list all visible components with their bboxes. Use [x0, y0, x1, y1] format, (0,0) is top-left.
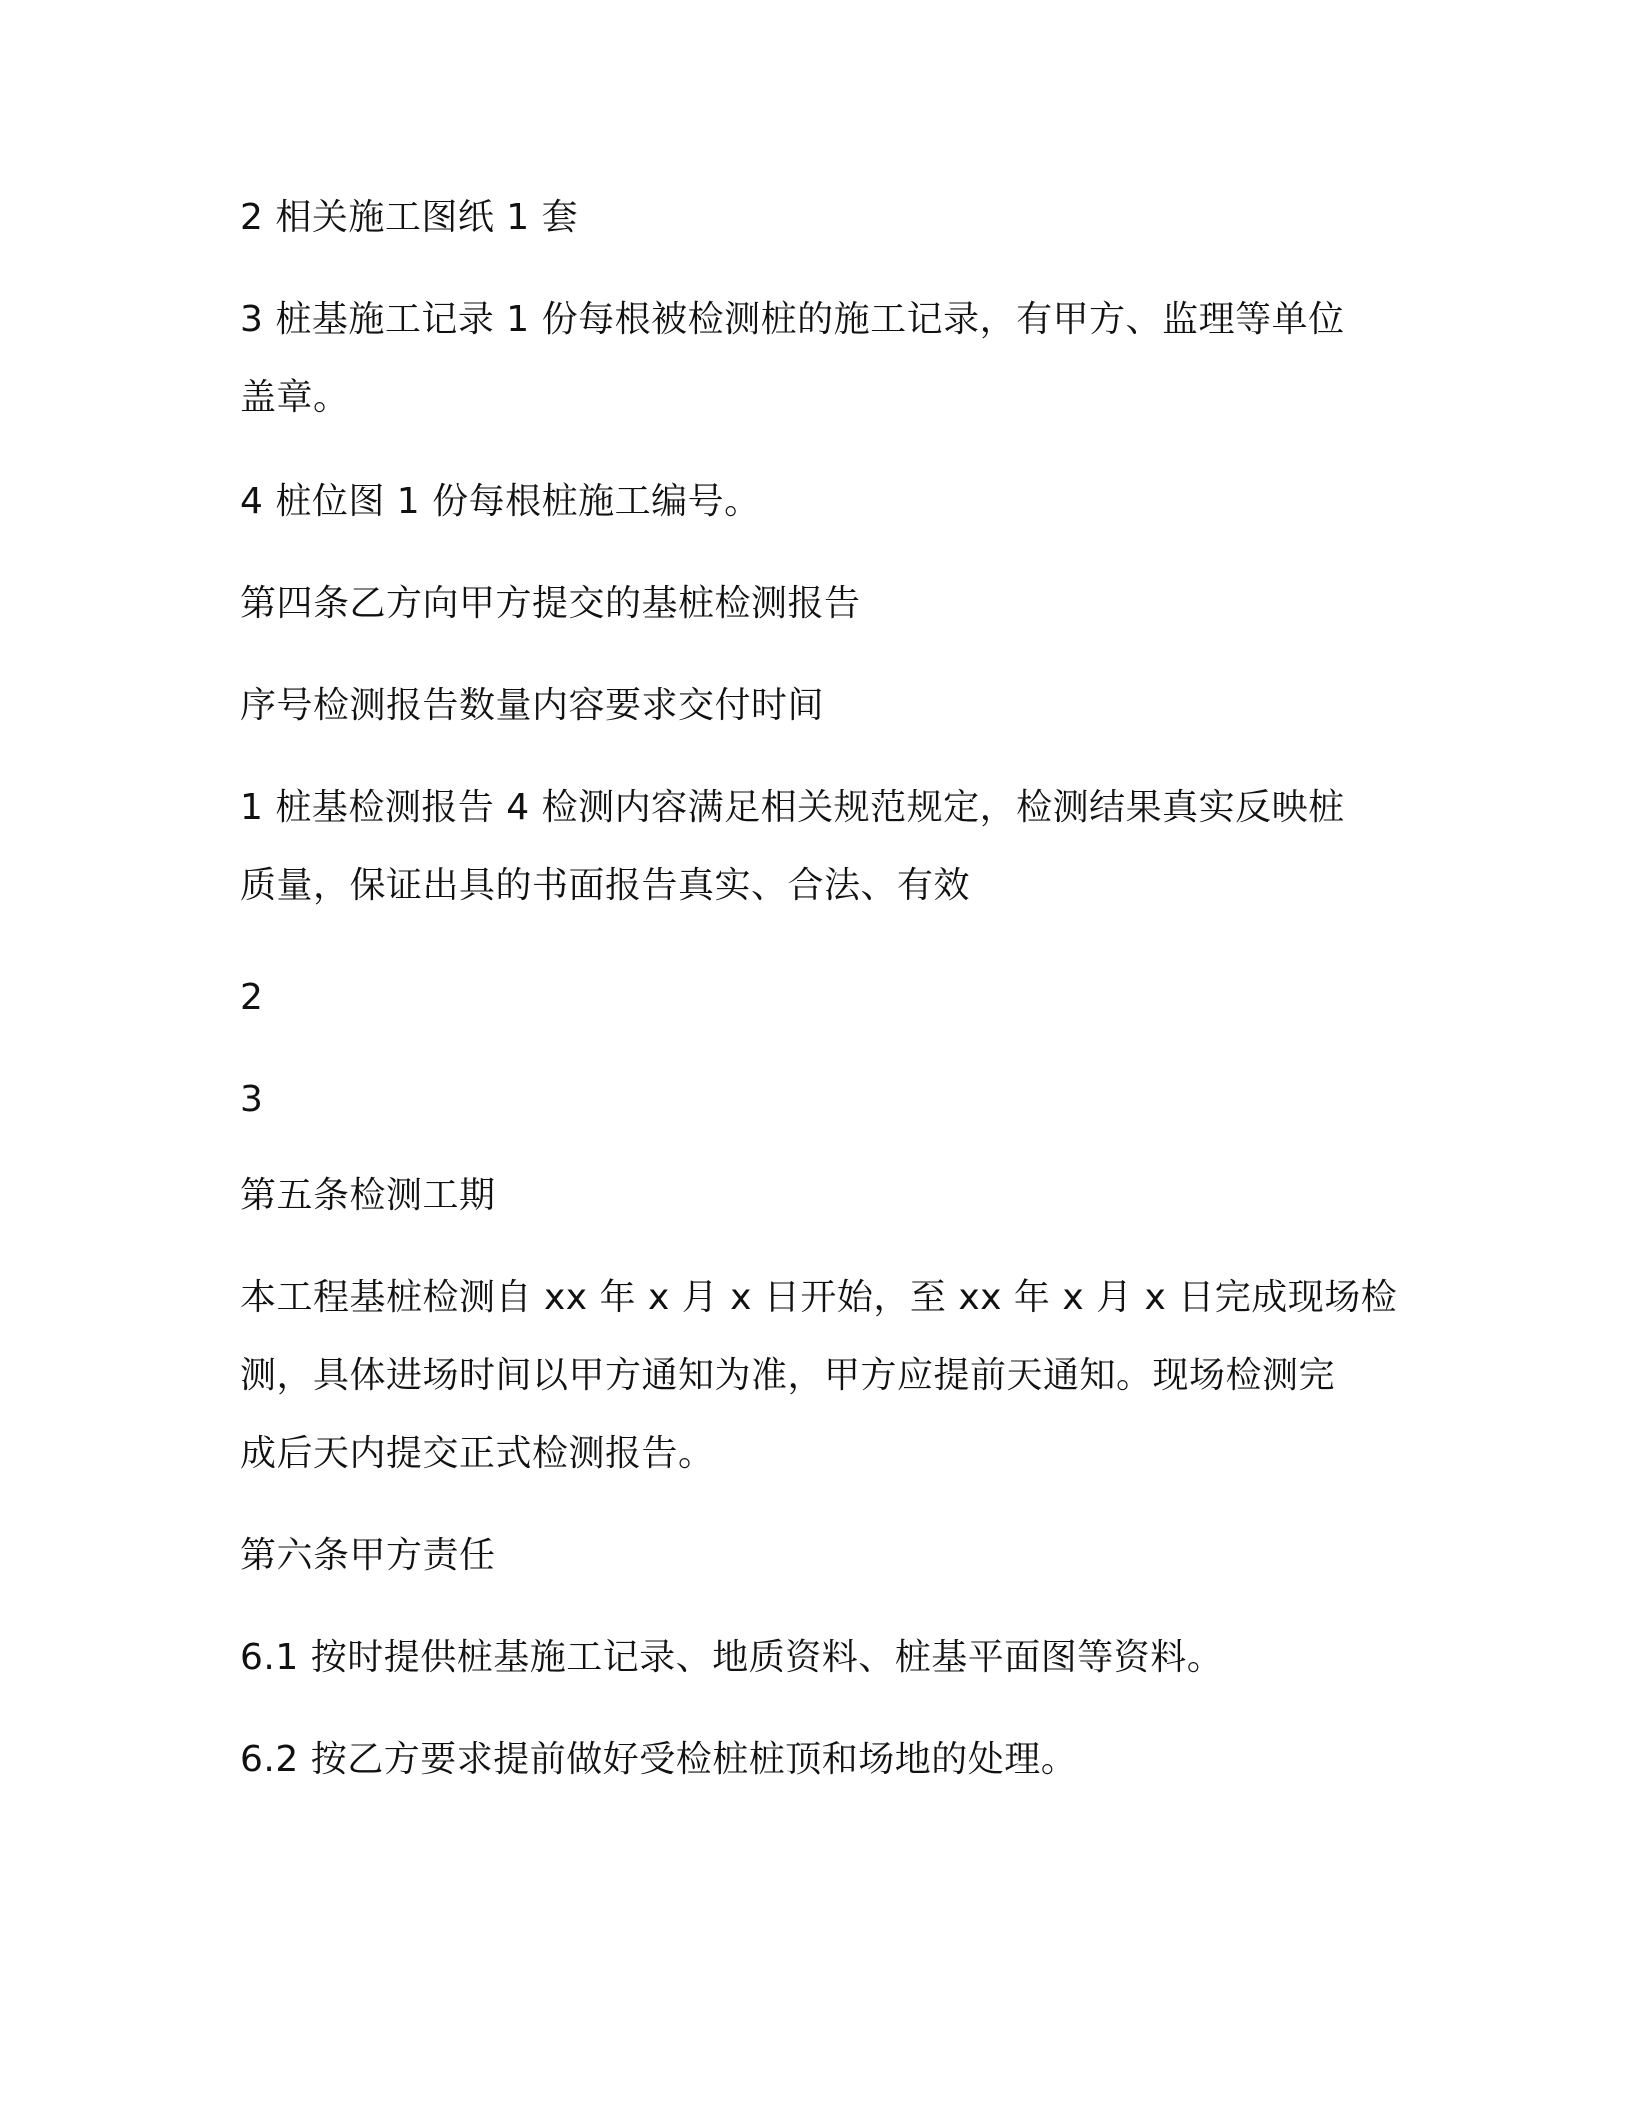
clause-6-1: 6.1 按时提供桩基施工记录、地质资料、桩基平面图等资料。	[240, 1637, 1224, 1678]
article-5-paragraph-line-3: 成后天内提交正式检测报告。	[240, 1433, 715, 1474]
article-5-paragraph-line-2: 测，具体进场时间以甲方通知为准，甲方应提前天通知。现场检测完	[240, 1355, 1336, 1396]
article-6-heading: 第六条甲方责任	[240, 1535, 496, 1576]
report-row-1: 1 桩基检测报告 4 检测内容满足相关规范规定，检测结果真实反映桩	[240, 787, 1345, 828]
clause-6-2: 6.2 按乙方要求提前做好受检桩桩顶和场地的处理。	[240, 1739, 1078, 1780]
report-row-1-continuation: 质量，保证出具的书面报告真实、合法、有效	[240, 865, 971, 906]
item-2-drawings: 2 相关施工图纸 1 套	[240, 197, 579, 238]
report-table-header: 序号检测报告数量内容要求交付时间	[240, 685, 825, 726]
article-4-heading: 第四条乙方向甲方提交的基桩检测报告	[240, 583, 861, 624]
article-5-heading: 第五条检测工期	[240, 1175, 496, 1216]
item-4-pile-plan: 4 桩位图 1 份每根桩施工编号。	[240, 481, 761, 522]
report-row-3: 3	[240, 1079, 264, 1120]
item-3-construction-records: 3 桩基施工记录 1 份每根被检测桩的施工记录，有甲方、监理等单位	[240, 299, 1345, 340]
item-3-continuation: 盖章。	[240, 377, 350, 418]
article-5-paragraph-line-1: 本工程基桩检测自 xx 年 x 月 x 日开始，至 xx 年 x 月 x 日完成现场检	[240, 1277, 1398, 1318]
report-row-2: 2	[240, 977, 264, 1018]
